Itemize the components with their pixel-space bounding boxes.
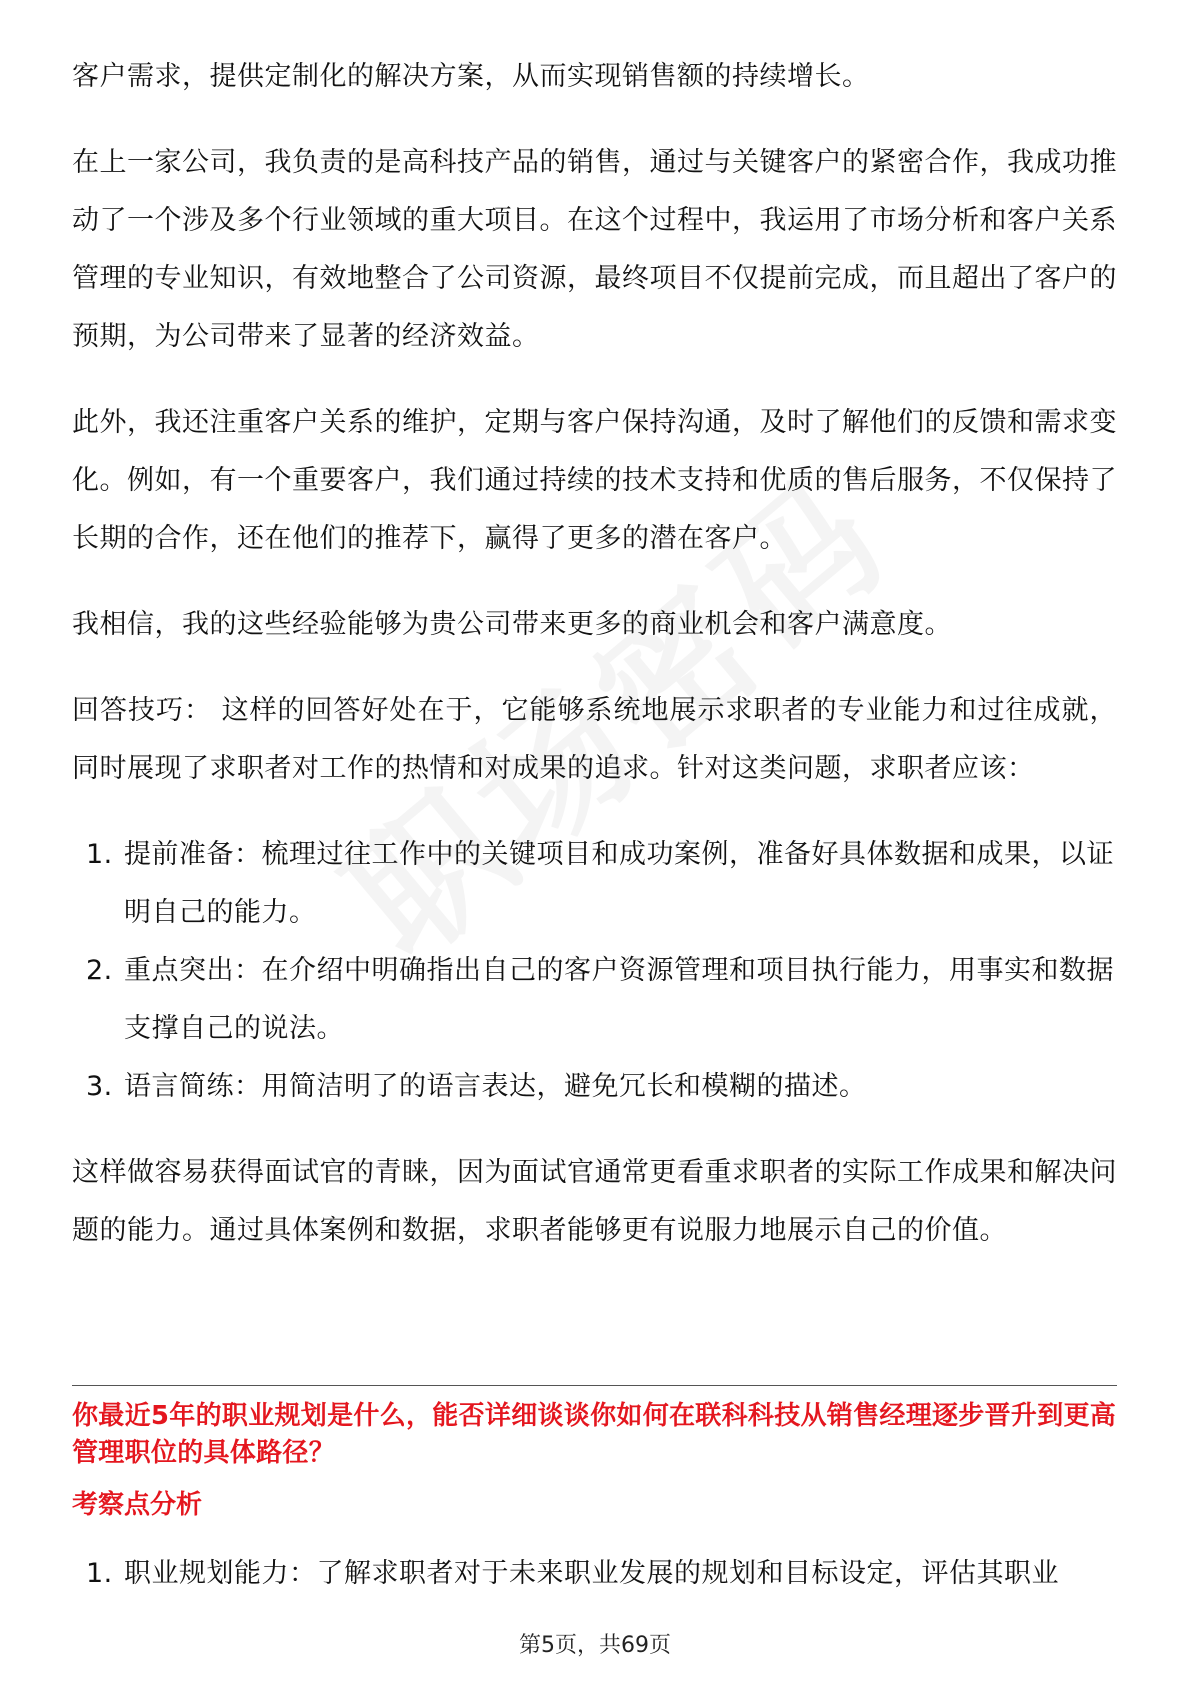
paragraph-conclusion: 这样做容易获得面试官的青睐，因为面试官通常更看重求职者的实际工作成果和解决问题的能力。通过具体案例和数据，求职者能够更有说服力地展示自己的价值。 <box>72 1157 1117 1246</box>
list-item <box>72 826 1117 942</box>
list-number: 3. <box>86 1071 113 1102</box>
list-number: 1. <box>86 839 113 870</box>
paragraph-intro-continuation: 客户需求，提供定制化的解决方案，从而实现销售额的持续增长。 <box>72 61 870 92</box>
list-item <box>72 1058 1117 1116</box>
page-footer: 第5页，共69页 <box>519 1633 671 1658</box>
list-item <box>72 942 1117 1058</box>
focus-points-list <box>72 1545 1117 1603</box>
list-item-text: 重点突出：在介绍中明确指出自己的客户资源管理和项目执行能力，用事实和数据支撑自己的说法。 <box>124 955 1114 1044</box>
paragraph-client-relations: 此外，我还注重客户关系的维护，定期与客户保持沟通，及时了解他们的反馈和需求变化。例如，有一个重要客户，我们通过持续的技术支持和优质的售后服务，不仅保持了长期的合作，还在他们的推荐下，赢得了更多的潜在客户。 <box>72 407 1117 554</box>
paragraph-previous-company: 在上一家公司，我负责的是高科技产品的销售，通过与关键客户的紧密合作，我成功推动了一个涉及多个行业领域的重大项目。在这个过程中，我运用了市场分析和客户关系管理的专业知识，有效地整合了公司资源，最终项目不仅提前完成，而且超出了客户的预期，为公司带来了显著的经济效益。 <box>72 147 1117 352</box>
list-item-text: 提前准备：梳理过往工作中的关键项目和成功案例，准备好具体数据和成果，以证明自己的能力。 <box>124 839 1114 928</box>
tips-list <box>72 826 1117 1116</box>
answer-body <box>72 48 1117 1260</box>
list-item-text: 职业规划能力：了解求职者对于未来职业发展的规划和目标设定，评估其职业 <box>124 1558 1059 1589</box>
paragraph-belief: 我相信，我的这些经验能够为贵公司带来更多的商业机会和客户满意度。 <box>72 609 952 640</box>
paragraph-answer-tips: 回答技巧： 这样的回答好处在于，它能够系统地展示求职者的专业能力和过往成就，同时展现了求职者对工作的热情和对成果的追求。针对这类问题，求职者应该： <box>72 695 1117 784</box>
section-heading: 考察点分析 <box>72 1490 203 1520</box>
list-item <box>72 1545 1117 1603</box>
interview-question: 你最近5年的职业规划是什么，能否详细谈谈你如何在联科科技从销售经理逐步晋升到更高管理职位的具体路径？ <box>72 1401 1117 1468</box>
section-divider <box>72 1385 1117 1386</box>
list-item-text: 语言简练：用简洁明了的语言表达，避免冗长和模糊的描述。 <box>124 1071 867 1102</box>
list-number: 1. <box>86 1558 113 1589</box>
list-number: 2. <box>86 955 113 986</box>
